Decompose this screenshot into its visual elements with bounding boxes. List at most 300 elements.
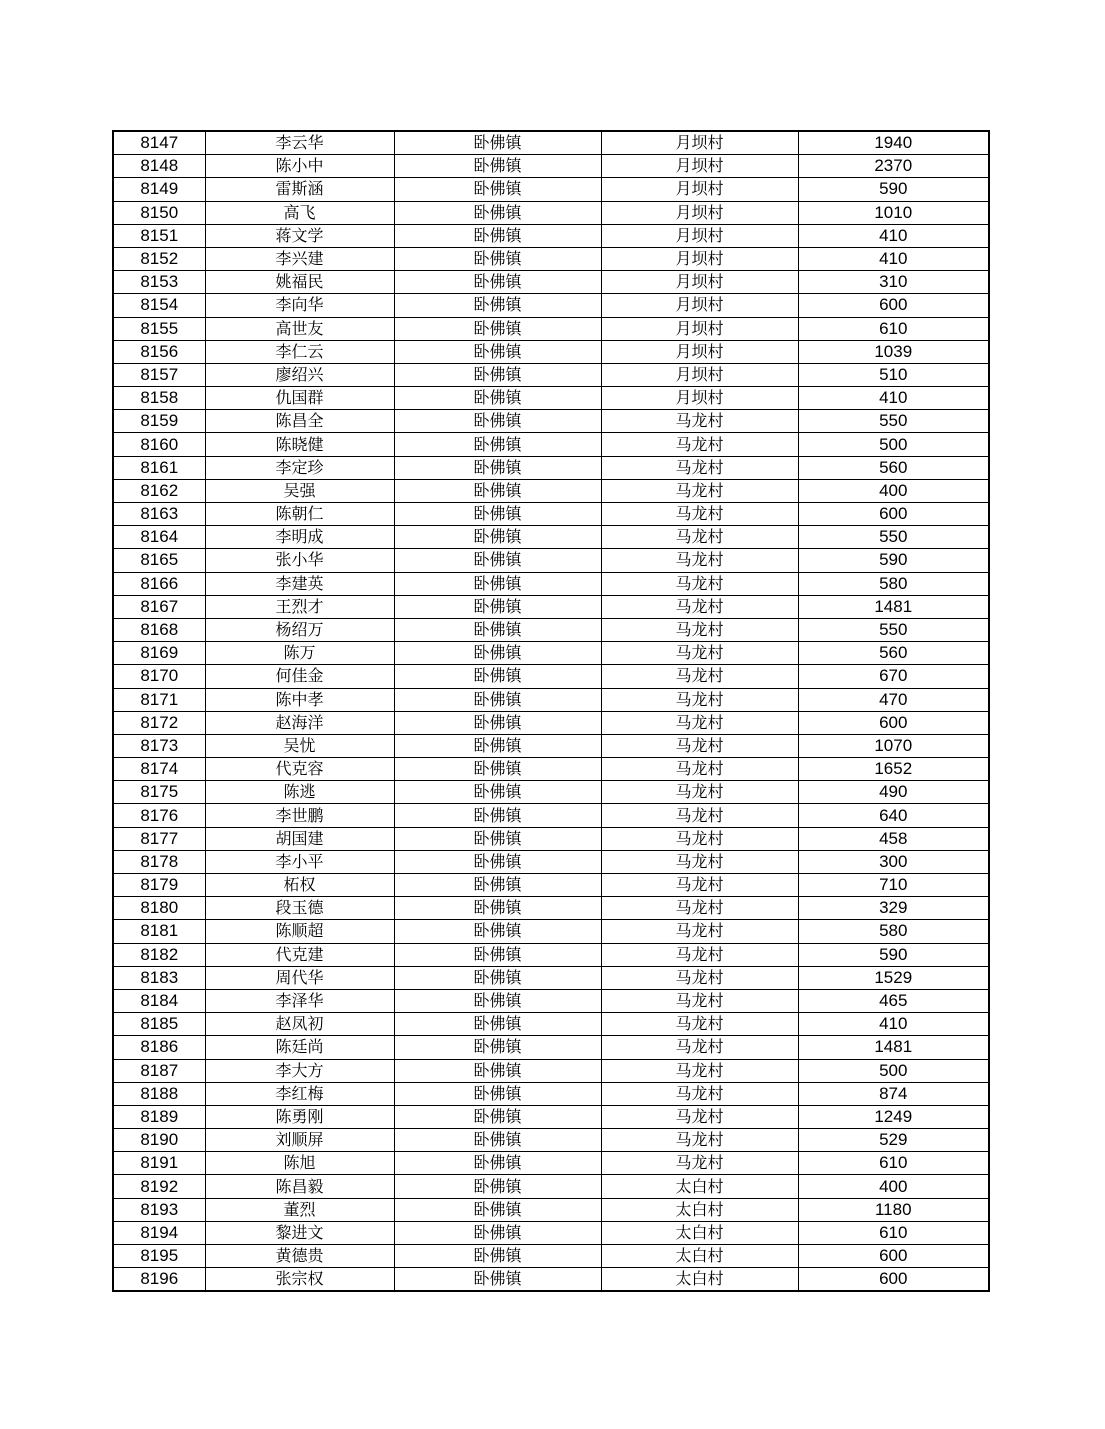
row-id-cell: 8184 — [113, 989, 205, 1012]
row-id-cell: 8188 — [113, 1082, 205, 1105]
town-cell: 卧佛镇 — [394, 827, 601, 850]
name-cell: 黎进文 — [205, 1221, 394, 1244]
amount-cell: 470 — [798, 688, 989, 711]
amount-cell: 500 — [798, 1059, 989, 1082]
row-id-cell: 8148 — [113, 155, 205, 178]
table-row — [113, 966, 989, 989]
data-table — [112, 130, 990, 1292]
name-cell: 李明成 — [205, 526, 394, 549]
amount-cell: 1940 — [798, 131, 989, 155]
town-cell: 卧佛镇 — [394, 618, 601, 641]
name-cell: 李向华 — [205, 294, 394, 317]
village-cell: 马龙村 — [601, 827, 798, 850]
name-cell: 李定珍 — [205, 456, 394, 479]
table-row — [113, 1105, 989, 1128]
row-id-cell: 8164 — [113, 526, 205, 549]
name-cell: 陈顺超 — [205, 920, 394, 943]
village-cell: 月坝村 — [601, 317, 798, 340]
name-cell: 代克容 — [205, 758, 394, 781]
town-cell: 卧佛镇 — [394, 479, 601, 502]
row-id-cell: 8191 — [113, 1152, 205, 1175]
amount-cell: 590 — [798, 549, 989, 572]
row-id-cell: 8152 — [113, 247, 205, 270]
row-id-cell: 8173 — [113, 734, 205, 757]
table-row — [113, 688, 989, 711]
village-cell: 马龙村 — [601, 479, 798, 502]
row-id-cell: 8156 — [113, 340, 205, 363]
village-cell: 月坝村 — [601, 387, 798, 410]
town-cell: 卧佛镇 — [394, 294, 601, 317]
village-cell: 马龙村 — [601, 618, 798, 641]
village-cell: 月坝村 — [601, 294, 798, 317]
row-id-cell: 8174 — [113, 758, 205, 781]
table-row — [113, 665, 989, 688]
table-row — [113, 201, 989, 224]
name-cell: 李小平 — [205, 850, 394, 873]
table-row — [113, 989, 989, 1012]
amount-cell: 1180 — [798, 1198, 989, 1221]
table-row — [113, 874, 989, 897]
amount-cell: 310 — [798, 271, 989, 294]
town-cell: 卧佛镇 — [394, 595, 601, 618]
village-cell: 月坝村 — [601, 155, 798, 178]
amount-cell: 400 — [798, 479, 989, 502]
village-cell: 马龙村 — [601, 781, 798, 804]
village-cell: 月坝村 — [601, 271, 798, 294]
row-id-cell: 8161 — [113, 456, 205, 479]
amount-cell: 550 — [798, 618, 989, 641]
village-cell: 太白村 — [601, 1268, 798, 1292]
village-cell: 太白村 — [601, 1221, 798, 1244]
row-id-cell: 8192 — [113, 1175, 205, 1198]
row-id-cell: 8158 — [113, 387, 205, 410]
village-cell: 马龙村 — [601, 874, 798, 897]
amount-cell: 458 — [798, 827, 989, 850]
table-row — [113, 155, 989, 178]
row-id-cell: 8163 — [113, 503, 205, 526]
row-id-cell: 8177 — [113, 827, 205, 850]
amount-cell: 400 — [798, 1175, 989, 1198]
name-cell: 杨绍万 — [205, 618, 394, 641]
table-row — [113, 920, 989, 943]
town-cell: 卧佛镇 — [394, 178, 601, 201]
village-cell: 马龙村 — [601, 526, 798, 549]
village-cell: 马龙村 — [601, 758, 798, 781]
amount-cell: 410 — [798, 224, 989, 247]
table-row — [113, 1013, 989, 1036]
town-cell: 卧佛镇 — [394, 850, 601, 873]
amount-cell: 490 — [798, 781, 989, 804]
town-cell: 卧佛镇 — [394, 1245, 601, 1268]
row-id-cell: 8181 — [113, 920, 205, 943]
amount-cell: 874 — [798, 1082, 989, 1105]
name-cell: 李建英 — [205, 572, 394, 595]
town-cell: 卧佛镇 — [394, 363, 601, 386]
village-cell: 马龙村 — [601, 549, 798, 572]
table-row — [113, 734, 989, 757]
village-cell: 马龙村 — [601, 1013, 798, 1036]
table-row — [113, 340, 989, 363]
town-cell: 卧佛镇 — [394, 1036, 601, 1059]
name-cell: 张小华 — [205, 549, 394, 572]
village-cell: 马龙村 — [601, 966, 798, 989]
table-row — [113, 1245, 989, 1268]
table-row — [113, 247, 989, 270]
amount-cell: 1010 — [798, 201, 989, 224]
name-cell: 廖绍兴 — [205, 363, 394, 386]
name-cell: 段玉德 — [205, 897, 394, 920]
row-id-cell: 8165 — [113, 549, 205, 572]
row-id-cell: 8167 — [113, 595, 205, 618]
name-cell: 李大方 — [205, 1059, 394, 1082]
village-cell: 马龙村 — [601, 711, 798, 734]
row-id-cell: 8178 — [113, 850, 205, 873]
table-row — [113, 572, 989, 595]
village-cell: 太白村 — [601, 1198, 798, 1221]
amount-cell: 2370 — [798, 155, 989, 178]
village-cell: 马龙村 — [601, 595, 798, 618]
table-row — [113, 618, 989, 641]
name-cell: 柘权 — [205, 874, 394, 897]
name-cell: 吴忧 — [205, 734, 394, 757]
name-cell: 陈廷尚 — [205, 1036, 394, 1059]
amount-cell: 465 — [798, 989, 989, 1012]
table-row — [113, 1082, 989, 1105]
amount-cell: 329 — [798, 897, 989, 920]
row-id-cell: 8154 — [113, 294, 205, 317]
amount-cell: 610 — [798, 317, 989, 340]
table-row — [113, 1198, 989, 1221]
row-id-cell: 8160 — [113, 433, 205, 456]
village-cell: 马龙村 — [601, 804, 798, 827]
name-cell: 代克建 — [205, 943, 394, 966]
town-cell: 卧佛镇 — [394, 1013, 601, 1036]
amount-cell: 1481 — [798, 595, 989, 618]
town-cell: 卧佛镇 — [394, 966, 601, 989]
table-row — [113, 317, 989, 340]
town-cell: 卧佛镇 — [394, 317, 601, 340]
name-cell: 仇国群 — [205, 387, 394, 410]
village-cell: 马龙村 — [601, 572, 798, 595]
name-cell: 高飞 — [205, 201, 394, 224]
name-cell: 蒋文学 — [205, 224, 394, 247]
name-cell: 陈勇刚 — [205, 1105, 394, 1128]
row-id-cell: 8180 — [113, 897, 205, 920]
row-id-cell: 8183 — [113, 966, 205, 989]
table-row — [113, 224, 989, 247]
table-row — [113, 363, 989, 386]
name-cell: 王烈才 — [205, 595, 394, 618]
table-row — [113, 1268, 989, 1292]
village-cell: 月坝村 — [601, 247, 798, 270]
village-cell: 马龙村 — [601, 734, 798, 757]
amount-cell: 1652 — [798, 758, 989, 781]
village-cell: 马龙村 — [601, 920, 798, 943]
town-cell: 卧佛镇 — [394, 874, 601, 897]
village-cell: 马龙村 — [601, 642, 798, 665]
village-cell: 马龙村 — [601, 989, 798, 1012]
village-cell: 马龙村 — [601, 943, 798, 966]
town-cell: 卧佛镇 — [394, 271, 601, 294]
name-cell: 黄德贵 — [205, 1245, 394, 1268]
table-row — [113, 433, 989, 456]
row-id-cell: 8194 — [113, 1221, 205, 1244]
row-id-cell: 8193 — [113, 1198, 205, 1221]
row-id-cell: 8166 — [113, 572, 205, 595]
name-cell: 陈逃 — [205, 781, 394, 804]
town-cell: 卧佛镇 — [394, 503, 601, 526]
town-cell: 卧佛镇 — [394, 526, 601, 549]
row-id-cell: 8172 — [113, 711, 205, 734]
table-row — [113, 479, 989, 502]
table-row — [113, 549, 989, 572]
name-cell: 何佳金 — [205, 665, 394, 688]
table-row — [113, 1129, 989, 1152]
town-cell: 卧佛镇 — [394, 734, 601, 757]
table-row — [113, 294, 989, 317]
row-id-cell: 8151 — [113, 224, 205, 247]
town-cell: 卧佛镇 — [394, 201, 601, 224]
name-cell: 张宗权 — [205, 1268, 394, 1292]
amount-cell: 410 — [798, 387, 989, 410]
town-cell: 卧佛镇 — [394, 224, 601, 247]
town-cell: 卧佛镇 — [394, 340, 601, 363]
town-cell: 卧佛镇 — [394, 989, 601, 1012]
row-id-cell: 8162 — [113, 479, 205, 502]
town-cell: 卧佛镇 — [394, 1059, 601, 1082]
row-id-cell: 8185 — [113, 1013, 205, 1036]
amount-cell: 550 — [798, 526, 989, 549]
village-cell: 马龙村 — [601, 688, 798, 711]
amount-cell: 1070 — [798, 734, 989, 757]
table-row — [113, 827, 989, 850]
row-id-cell: 8187 — [113, 1059, 205, 1082]
village-cell: 月坝村 — [601, 224, 798, 247]
row-id-cell: 8155 — [113, 317, 205, 340]
town-cell: 卧佛镇 — [394, 247, 601, 270]
amount-cell: 1039 — [798, 340, 989, 363]
table-row — [113, 595, 989, 618]
table-row — [113, 131, 989, 155]
row-id-cell: 8190 — [113, 1129, 205, 1152]
name-cell: 赵凤初 — [205, 1013, 394, 1036]
table-row — [113, 1036, 989, 1059]
table-row — [113, 410, 989, 433]
amount-cell: 600 — [798, 1245, 989, 1268]
amount-cell: 510 — [798, 363, 989, 386]
town-cell: 卧佛镇 — [394, 1175, 601, 1198]
table-row — [113, 1175, 989, 1198]
amount-cell: 580 — [798, 572, 989, 595]
amount-cell: 560 — [798, 642, 989, 665]
table-row — [113, 943, 989, 966]
town-cell: 卧佛镇 — [394, 1105, 601, 1128]
town-cell: 卧佛镇 — [394, 433, 601, 456]
amount-cell: 610 — [798, 1221, 989, 1244]
village-cell: 马龙村 — [601, 1105, 798, 1128]
name-cell: 高世友 — [205, 317, 394, 340]
name-cell: 周代华 — [205, 966, 394, 989]
table-row — [113, 178, 989, 201]
town-cell: 卧佛镇 — [394, 131, 601, 155]
town-cell: 卧佛镇 — [394, 1129, 601, 1152]
table-body — [113, 131, 989, 1291]
name-cell: 陈昌毅 — [205, 1175, 394, 1198]
table-row — [113, 271, 989, 294]
row-id-cell: 8189 — [113, 1105, 205, 1128]
name-cell: 雷斯涵 — [205, 178, 394, 201]
town-cell: 卧佛镇 — [394, 943, 601, 966]
town-cell: 卧佛镇 — [394, 572, 601, 595]
row-id-cell: 8147 — [113, 131, 205, 155]
row-id-cell: 8176 — [113, 804, 205, 827]
village-cell: 马龙村 — [601, 433, 798, 456]
table-row — [113, 456, 989, 479]
village-cell: 马龙村 — [601, 1152, 798, 1175]
town-cell: 卧佛镇 — [394, 1268, 601, 1292]
town-cell: 卧佛镇 — [394, 688, 601, 711]
village-cell: 马龙村 — [601, 897, 798, 920]
amount-cell: 580 — [798, 920, 989, 943]
amount-cell: 410 — [798, 1013, 989, 1036]
amount-cell: 550 — [798, 410, 989, 433]
town-cell: 卧佛镇 — [394, 1152, 601, 1175]
table-row — [113, 642, 989, 665]
amount-cell: 1529 — [798, 966, 989, 989]
table-row — [113, 804, 989, 827]
town-cell: 卧佛镇 — [394, 1082, 601, 1105]
village-cell: 马龙村 — [601, 850, 798, 873]
name-cell: 李世鹏 — [205, 804, 394, 827]
name-cell: 吴强 — [205, 479, 394, 502]
amount-cell: 500 — [798, 433, 989, 456]
row-id-cell: 8159 — [113, 410, 205, 433]
town-cell: 卧佛镇 — [394, 410, 601, 433]
amount-cell: 590 — [798, 943, 989, 966]
row-id-cell: 8149 — [113, 178, 205, 201]
name-cell: 李红梅 — [205, 1082, 394, 1105]
town-cell: 卧佛镇 — [394, 665, 601, 688]
row-id-cell: 8168 — [113, 618, 205, 641]
row-id-cell: 8196 — [113, 1268, 205, 1292]
amount-cell: 560 — [798, 456, 989, 479]
amount-cell: 710 — [798, 874, 989, 897]
table-row — [113, 1221, 989, 1244]
name-cell: 陈小中 — [205, 155, 394, 178]
name-cell: 李仁云 — [205, 340, 394, 363]
village-cell: 马龙村 — [601, 1082, 798, 1105]
town-cell: 卧佛镇 — [394, 1198, 601, 1221]
table-row — [113, 897, 989, 920]
name-cell: 陈旭 — [205, 1152, 394, 1175]
row-id-cell: 8182 — [113, 943, 205, 966]
town-cell: 卧佛镇 — [394, 804, 601, 827]
table-row — [113, 711, 989, 734]
name-cell: 陈晓健 — [205, 433, 394, 456]
amount-cell: 590 — [798, 178, 989, 201]
name-cell: 李云华 — [205, 131, 394, 155]
village-cell: 马龙村 — [601, 1059, 798, 1082]
amount-cell: 600 — [798, 1268, 989, 1292]
row-id-cell: 8175 — [113, 781, 205, 804]
town-cell: 卧佛镇 — [394, 781, 601, 804]
amount-cell: 300 — [798, 850, 989, 873]
village-cell: 太白村 — [601, 1175, 798, 1198]
amount-cell: 600 — [798, 503, 989, 526]
table-row — [113, 758, 989, 781]
village-cell: 月坝村 — [601, 131, 798, 155]
village-cell: 马龙村 — [601, 410, 798, 433]
name-cell: 董烈 — [205, 1198, 394, 1221]
name-cell: 陈中孝 — [205, 688, 394, 711]
amount-cell: 410 — [798, 247, 989, 270]
name-cell: 陈朝仁 — [205, 503, 394, 526]
table-row — [113, 850, 989, 873]
village-cell: 月坝村 — [601, 178, 798, 201]
village-cell: 月坝村 — [601, 363, 798, 386]
row-id-cell: 8169 — [113, 642, 205, 665]
village-cell: 月坝村 — [601, 340, 798, 363]
amount-cell: 670 — [798, 665, 989, 688]
village-cell: 马龙村 — [601, 1036, 798, 1059]
name-cell: 赵海洋 — [205, 711, 394, 734]
town-cell: 卧佛镇 — [394, 642, 601, 665]
table-row — [113, 503, 989, 526]
name-cell: 胡国建 — [205, 827, 394, 850]
amount-cell: 1481 — [798, 1036, 989, 1059]
village-cell: 马龙村 — [601, 456, 798, 479]
amount-cell: 1249 — [798, 1105, 989, 1128]
row-id-cell: 8150 — [113, 201, 205, 224]
name-cell: 陈昌全 — [205, 410, 394, 433]
row-id-cell: 8171 — [113, 688, 205, 711]
village-cell: 马龙村 — [601, 503, 798, 526]
name-cell: 刘顺屏 — [205, 1129, 394, 1152]
row-id-cell: 8170 — [113, 665, 205, 688]
table-row — [113, 387, 989, 410]
row-id-cell: 8195 — [113, 1245, 205, 1268]
amount-cell: 640 — [798, 804, 989, 827]
amount-cell: 610 — [798, 1152, 989, 1175]
table-row — [113, 1059, 989, 1082]
town-cell: 卧佛镇 — [394, 711, 601, 734]
name-cell: 李兴建 — [205, 247, 394, 270]
row-id-cell: 8153 — [113, 271, 205, 294]
amount-cell: 600 — [798, 294, 989, 317]
name-cell: 姚福民 — [205, 271, 394, 294]
town-cell: 卧佛镇 — [394, 549, 601, 572]
table-row — [113, 1152, 989, 1175]
amount-cell: 600 — [798, 711, 989, 734]
town-cell: 卧佛镇 — [394, 897, 601, 920]
town-cell: 卧佛镇 — [394, 758, 601, 781]
town-cell: 卧佛镇 — [394, 456, 601, 479]
town-cell: 卧佛镇 — [394, 1221, 601, 1244]
table-row — [113, 526, 989, 549]
town-cell: 卧佛镇 — [394, 155, 601, 178]
village-cell: 太白村 — [601, 1245, 798, 1268]
town-cell: 卧佛镇 — [394, 920, 601, 943]
name-cell: 李泽华 — [205, 989, 394, 1012]
name-cell: 陈万 — [205, 642, 394, 665]
table-row — [113, 781, 989, 804]
town-cell: 卧佛镇 — [394, 387, 601, 410]
row-id-cell: 8157 — [113, 363, 205, 386]
row-id-cell: 8179 — [113, 874, 205, 897]
row-id-cell: 8186 — [113, 1036, 205, 1059]
village-cell: 月坝村 — [601, 201, 798, 224]
village-cell: 马龙村 — [601, 665, 798, 688]
